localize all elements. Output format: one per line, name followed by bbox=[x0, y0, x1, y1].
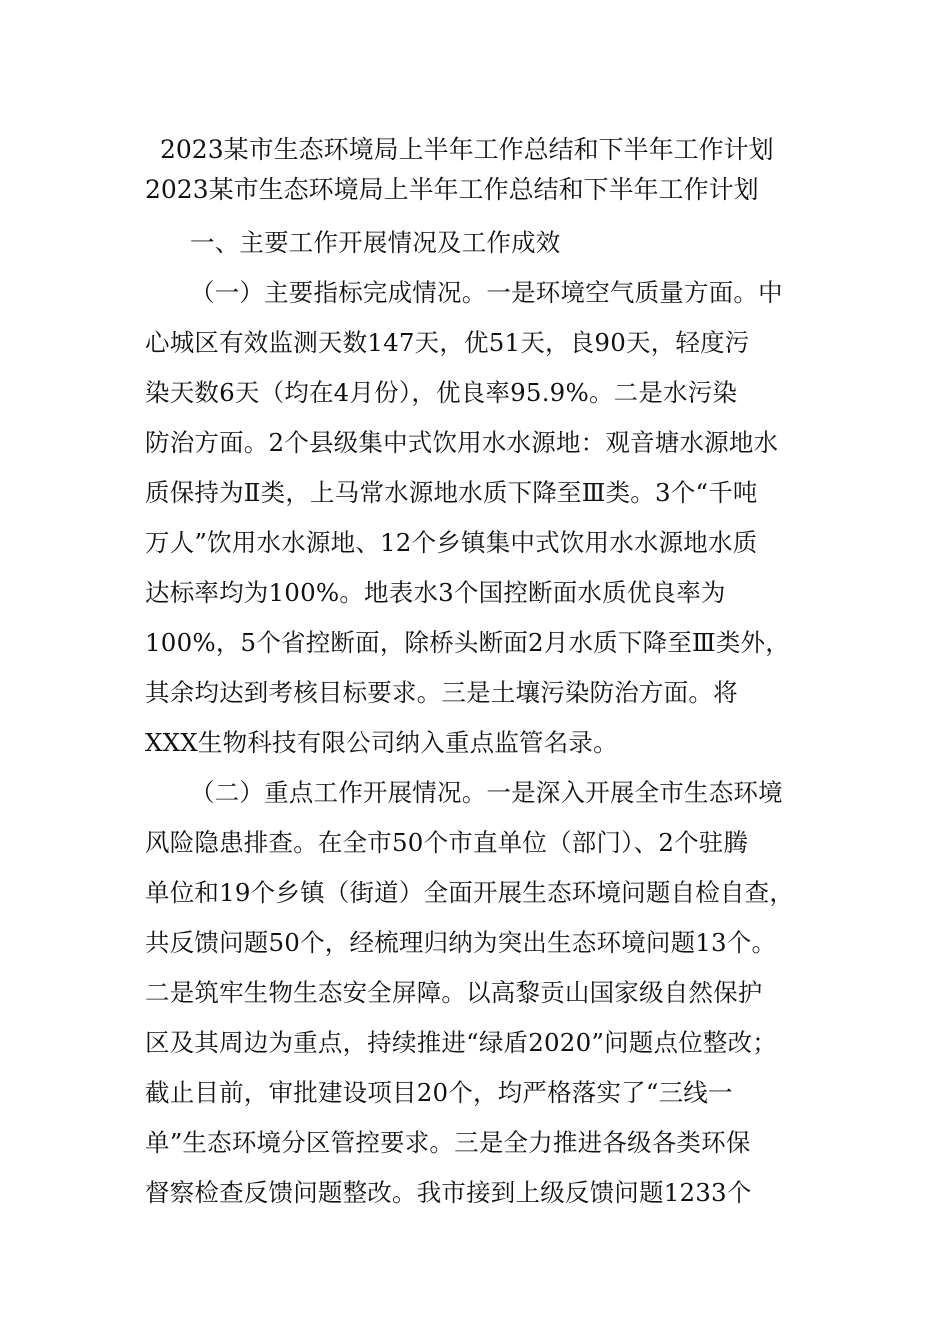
paragraph-2-line: 单位和19个乡镇（街道）全面开展生态环境问题自检自查， bbox=[145, 878, 795, 907]
document-title: 2023某市生态环境局上半年工作总结和下半年工作计划 bbox=[160, 135, 774, 164]
paragraph-2-line: 共反馈问题50个，经梳理归纳为突出生态环境问题13个。 bbox=[145, 928, 777, 957]
section-heading: 一、主要工作开展情况及工作成效 bbox=[190, 228, 561, 257]
paragraph-1-line: 其余均达到考核目标要求。三是土壤污染防治方面。将 bbox=[145, 678, 738, 707]
paragraph-1-line: 质保持为Ⅱ类，上马常水源地水质下降至Ⅲ类。3个“千吨 bbox=[145, 478, 758, 507]
paragraph-1-line: 染天数6天（均在4月份），优良率95.9%。二是水污染 bbox=[145, 378, 738, 407]
paragraph-1-line: （一）主要指标完成情况。一是环境空气质量方面。中 bbox=[190, 278, 783, 307]
document-title-repeat: 2023某市生态环境局上半年工作总结和下半年工作计划 bbox=[145, 175, 759, 204]
paragraph-2-line: 截止目前，审批建设项目20个，均严格落实了“三线一 bbox=[145, 1078, 733, 1107]
paragraph-1-line: XXX生物科技有限公司纳入重点监管名录。 bbox=[145, 728, 618, 757]
paragraph-2-line: 督察检查反馈问题整改。我市接到上级反馈问题1233个 bbox=[145, 1178, 752, 1207]
paragraph-2-line: 风险隐患排查。在全市50个市直单位（部门）、2个驻腾 bbox=[145, 828, 749, 857]
paragraph-1-line: 防治方面。2个县级集中式饮用水水源地：观音塘水源地水 bbox=[145, 428, 779, 457]
paragraph-2-line: 区及其周边为重点，持续推进“绿盾2020”问题点位整改； bbox=[145, 1028, 777, 1057]
paragraph-1-line: 达标率均为100%。地表水3个国控断面水质优良率为 bbox=[145, 578, 726, 607]
paragraph-1-line: 100%，5个省控断面，除桥头断面2月水质下降至Ⅲ类外， bbox=[145, 628, 790, 657]
paragraph-2-line: （二）重点工作开展情况。一是深入开展全市生态环境 bbox=[190, 778, 783, 807]
paragraph-1-line: 万人”饮用水水源地、12个乡镇集中式饮用水水源地水质 bbox=[145, 528, 758, 557]
paragraph-1-line: 心城区有效监测天数147天，优51天，良90天，轻度污 bbox=[145, 328, 750, 357]
paragraph-2-line: 单”生态环境分区管控要求。三是全力推进各级各类环保 bbox=[145, 1128, 751, 1157]
paragraph-2-line: 二是筑牢生物生态安全屏障。以高黎贡山国家级自然保护 bbox=[145, 978, 763, 1007]
document-body bbox=[145, 130, 835, 1218]
spacer bbox=[145, 210, 835, 218]
